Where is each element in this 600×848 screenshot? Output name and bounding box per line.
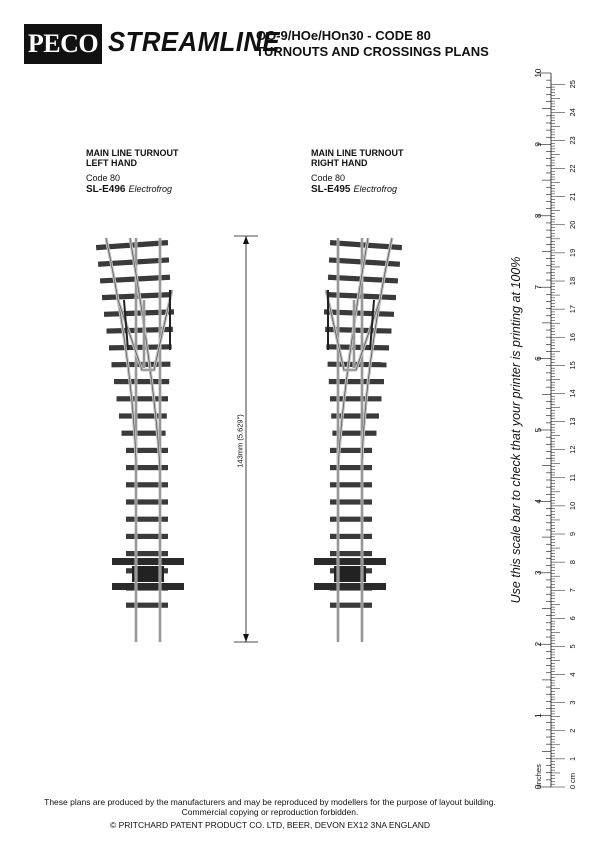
cm-label: 15 — [568, 361, 577, 370]
cm-label: 24 — [568, 108, 577, 117]
sleeper — [324, 309, 394, 317]
cm-label: 6 — [568, 616, 577, 621]
footer-copyright: © PRITCHARD PATENT PRODUCT CO. LTD, BEER, DEVON EX12 3NA ENGLAND — [109, 820, 431, 830]
right-turnout-code: Code 80 — [311, 173, 346, 183]
left-part-number: SL-E496 — [86, 184, 126, 195]
sleeper — [126, 499, 168, 504]
peco-logo: PECO — [24, 24, 102, 64]
sleeper — [104, 309, 174, 317]
sleeper — [109, 344, 172, 350]
inch-label: 8 — [534, 213, 543, 219]
right-part-number: SL-E495 — [311, 184, 351, 195]
inches-unit-label: inches — [534, 764, 543, 786]
sleeper — [326, 344, 389, 350]
sleeper — [126, 517, 168, 522]
cm-label: 8 — [568, 560, 577, 565]
tiebar-sleeper — [112, 558, 184, 565]
cm-label: 7 — [568, 588, 577, 593]
streamline-wordmark: STREAMLINE — [108, 26, 281, 57]
footer-line2: Commercial copying or reproduction forbidden. — [181, 807, 359, 817]
left-turnout-name-line2: LEFT HAND — [86, 158, 137, 168]
sleeper — [330, 448, 372, 453]
cm-label: 9 — [568, 531, 577, 537]
cm-label: 13 — [568, 417, 577, 426]
inch-label: 4 — [534, 499, 543, 504]
cm-label: 20 — [568, 220, 577, 229]
sleeper — [330, 465, 372, 470]
cm-label: 0 — [568, 784, 577, 790]
cm-label: 12 — [568, 445, 577, 454]
inch-label: 2 — [534, 641, 543, 647]
sleeper — [126, 551, 168, 556]
cm-label: 1 — [568, 756, 577, 761]
cm-label: 19 — [568, 248, 577, 258]
left-frog-type: Electrofrog — [128, 184, 172, 194]
right-turnout-name-line1: MAIN LINE TURNOUT — [311, 148, 404, 158]
inch-label: 5 — [534, 427, 543, 433]
cm-label: 14 — [568, 389, 577, 398]
sleeper — [330, 551, 372, 556]
inch-label: 0 — [534, 784, 543, 790]
tiebar-sleeper — [112, 583, 184, 590]
cm-label: 17 — [568, 304, 577, 314]
cm-label: 25 — [568, 80, 577, 89]
sleeper — [330, 517, 372, 522]
tiebar-sleeper — [314, 558, 386, 565]
inch-label: 1 — [534, 713, 543, 718]
cm-label: 21 — [568, 192, 577, 201]
inch-label: 9 — [534, 142, 543, 147]
cm-label: 16 — [568, 333, 577, 342]
cm-label: 10 — [568, 501, 577, 511]
right-turnout-name-line2: RIGHT HAND — [311, 158, 368, 168]
tiebar-sleeper — [314, 583, 386, 590]
cm-label: 4 — [568, 672, 577, 677]
cm-unit-label: cm — [568, 773, 577, 783]
cm-label: 11 — [568, 473, 577, 482]
sleeper — [330, 499, 372, 504]
cm-label: 2 — [568, 728, 577, 733]
footer-line1: These plans are produced by the manufacturers and may be reproduced by modellers for the purpose of layout building. — [44, 797, 496, 807]
left-turnout-name-line1: MAIN LINE TURNOUT — [86, 148, 179, 158]
sleeper — [126, 465, 168, 470]
sleeper — [126, 603, 168, 608]
sleeper — [126, 482, 168, 487]
sleeper — [126, 534, 168, 539]
scale-bar-note: Use this scale bar to check that your printer is printing at 100% — [509, 256, 523, 604]
page-title-line2: TURNOUTS AND CROSSINGS PLANS — [256, 44, 489, 59]
left-turnout-code: Code 80 — [86, 173, 121, 183]
right-turnout-plan — [314, 238, 402, 642]
left-turnout-plan — [96, 238, 184, 642]
inch-label: 6 — [534, 356, 543, 361]
dimension-label: 143mm (5.629") — [235, 414, 245, 468]
cm-label: 5 — [568, 644, 577, 649]
sleeper — [330, 534, 372, 539]
inch-label: 7 — [534, 284, 543, 290]
cm-label: 23 — [568, 136, 577, 145]
cm-label: 22 — [568, 164, 577, 173]
cm-label: 3 — [568, 700, 577, 705]
cm-label: 18 — [568, 276, 577, 286]
page-title-line1: OO-9/HOe/HOn30 - CODE 80 — [256, 28, 431, 43]
sleeper — [330, 482, 372, 487]
inch-label: 10 — [534, 68, 543, 78]
right-frog-type: Electrofrog — [353, 184, 397, 194]
sleeper — [330, 603, 372, 608]
sleeper — [126, 448, 168, 453]
inch-label: 3 — [534, 570, 543, 576]
scale-bar — [534, 68, 577, 789]
